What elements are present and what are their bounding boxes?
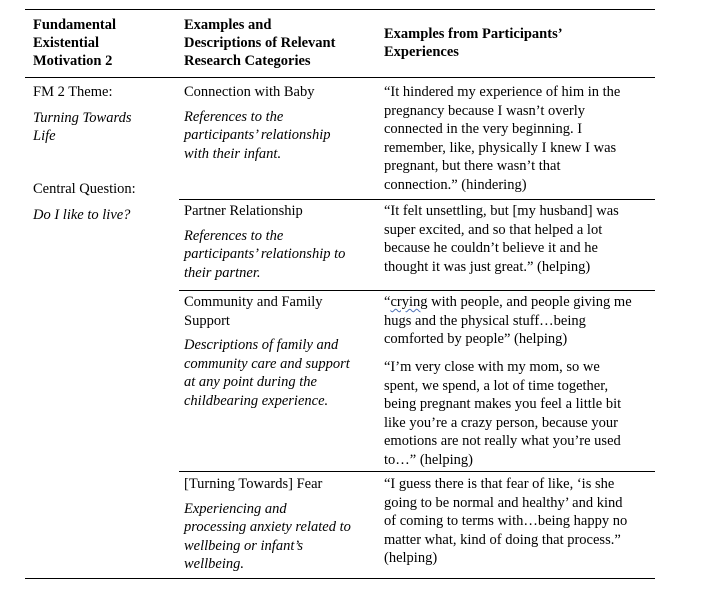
header-bottom-rule [25, 77, 655, 78]
category-title: Support [184, 312, 230, 329]
header-research-categories: Examples and Descriptions of Relevant Research Categories [184, 17, 336, 69]
row-divider [179, 471, 655, 472]
question-label: Central Question: [33, 181, 136, 197]
fm2-theme-block [33, 83, 173, 146]
theme-label: FM 2 Theme: [33, 84, 113, 100]
category-turning-towards-fear: [Turning Towards] Fear Experiencing and processing anxiety related to wellbeing or infant’s wellbeing. [184, 475, 376, 574]
category-title: [Turning Towards] Fear [184, 476, 323, 492]
quote-connection-with-baby: “It hindered my experience of him in the pregnancy because I wasn’t overly connected in the very beginning. I remember, like, physically I knew I was pregnant, but there wasn’t that connection.” (hindering) [384, 84, 621, 193]
category-title: Connection with Baby [184, 84, 315, 100]
theme-value-line: Turning Towards [33, 109, 132, 126]
table-top-rule [25, 9, 655, 10]
category-community-family-support: Community and Family Support Descriptions of family and community care and support at any point during the childbearing experience. [184, 293, 376, 410]
category-title: Community and Family [184, 294, 323, 310]
quote-community-support-1: “crying with people, and people giving me hugs and the physical stuff…being comforted by people” (helping) [384, 294, 632, 347]
table-bottom-rule [25, 578, 655, 579]
category-title: Partner Relationship [184, 203, 303, 219]
theme-value-line: Life [33, 128, 56, 144]
header-fundamental-motivation: Fundamental Existential Motivation 2 [33, 17, 116, 69]
spellcheck-flagged-word: crying [390, 294, 428, 310]
row-divider [179, 199, 655, 200]
quote-partner-relationship: “It felt unsettling, but [my husband] was super excited, and so that helped a lot because he couldn’t believe it and he thought it was just great.” (helping) [384, 203, 619, 275]
question-value: Do I like to live? [33, 206, 131, 223]
category-partner-relationship: Partner Relationship References to the participants’ relationship to their partner. [184, 202, 376, 282]
quote-community-support-2: “I’m very close with my mom, so we spent, we spend, a lot of time together, being pregnant makes you feel a little bit like you’re a crazy person, because your emotions are not really what you’re used to…” (helping) [384, 359, 622, 468]
central-question-block [33, 180, 173, 224]
quote-turning-towards-fear: “I guess there is that fear of like, ‘is she going to be normal and healthy’ and kind of coming to terms with…being happy no matter what, kind of doing that process.” (helping) [384, 476, 628, 566]
category-connection-with-baby: Connection with Baby References to the participants’ relationship with their infant. [184, 83, 376, 163]
row-divider [179, 290, 655, 291]
header-participant-experiences: Examples from Participants’ Experiences [384, 26, 563, 60]
